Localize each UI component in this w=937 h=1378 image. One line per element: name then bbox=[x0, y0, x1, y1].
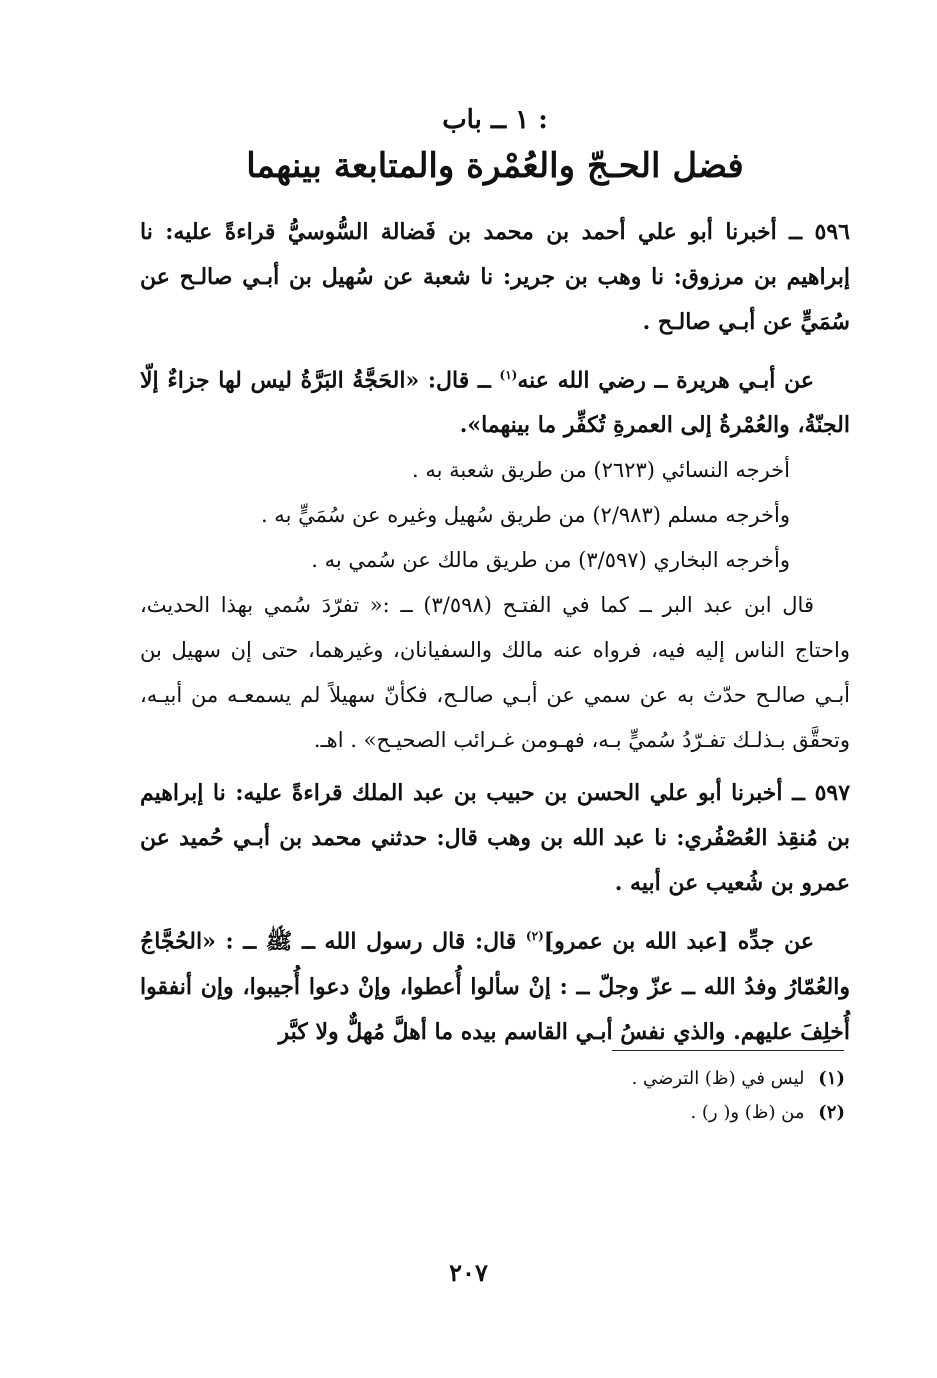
hadith-596-matn bbox=[140, 353, 850, 448]
takhrij-line: وأخرجه مسلم (٢/٩٨٣) من طريق سُهيل وغيره عن سُمَيٍّ به . bbox=[260, 503, 790, 528]
page-number: ٢٠٧ bbox=[449, 1258, 488, 1287]
hadith-596-matn-end: ــ قال: «الحَجَّةُ البَرَّةُ ليس لها جزاءٌ إلّا الجنّةُ، والعُمْرةُ إلى العمرةِ تُكفِّر ما بينهما». bbox=[140, 367, 850, 439]
hadith-597-isnad bbox=[140, 771, 850, 906]
footnote-divider bbox=[612, 1050, 844, 1051]
hadith-597-matn-end: قال: قال رسول الله ــ ﷺ ــ : «الحُجَّاجُ والعُمّارُ وفدُ الله ــ عزّ وجلّ ــ : إنْ سألوا أُعطوا، وإنْ دعوا أُجيبوا، وإن أنفقوا أُخلِفَ عليهم. والذي نفسُ أبـي القاسم بيده ما أهلَّ مُهلٌّ ولا كبَّر bbox=[140, 928, 850, 1045]
takhrij-line: وأخرجه البخاري (٣/٥٩٧) من طريق مالك عن سُمي به . bbox=[311, 548, 790, 573]
footnote-text: من (ظ) و( ر) . bbox=[690, 1102, 805, 1123]
chapter-label: ١ ــ باب : bbox=[442, 105, 548, 135]
ibn-abd-al-barr-comment: قال ابن عبد البر ــ كما في الفتـح (٣/٥٩٨) ــ :« تفرّدَ سُمي بهذا الحديث، واحتاج الناس إليه فيه، فرواه عنه مالك والسفيانان، وغيرهما، حتى إن سهيل بن أبـي صالـح حدّث به عن سمي عن أبـي صالـح، فكأنّ سهيلاً لم يسمعـه من أبيـه، وتحقَّق بـذلـك تفـرّدُ سُميٍّ بـه، فهـومن غـرائب الصحيـح» . اهـ. bbox=[140, 593, 850, 753]
footnotes bbox=[345, 1062, 845, 1130]
hadith-596-isnad-text: أخبرنا أبو علي أحمد بن محمد بن فَضالة السُّوسيُّ قراءةً عليه: نا إبراهيم بن مرزوق: نا وهب بن جرير: نا شعبة عن سُهيل بن أبـي صالـح عن سُمَيٍّ عن أبـي صالـح . bbox=[140, 219, 850, 335]
hadith-597-matn bbox=[140, 914, 850, 1054]
hadith-597-number: ٥٩٧ ــ bbox=[792, 780, 851, 807]
footnote-text: ليس في (ظ) الترضي . bbox=[631, 1068, 805, 1089]
footnote-2 bbox=[345, 1096, 845, 1130]
takhrij-line: أخرجه النسائي (٢٦٢٣) من طريق شعبة به . bbox=[412, 458, 790, 483]
footnote-ref-1[interactable]: (١) bbox=[499, 368, 518, 382]
footnote-ref-2[interactable]: (٢) bbox=[525, 929, 544, 944]
hadith-597-isnad-text: أخبرنا أبو علي الحسن بن حبيب بن عبد الملك قراءةً عليه: نا إبراهيم بن مُنقِذ العُصْفُري: نا عبد الله بن وهب قال: حدثني محمد بن أبـي حُميد عن عمرو بن شُعيب عن أبيه . bbox=[140, 780, 850, 897]
chapter-title: فضل الحـجّ والعُمْرة والمتابعة بينهما bbox=[246, 146, 744, 186]
footnote-number: (٢) bbox=[818, 1102, 845, 1123]
hadith-597-matn-start: عن جدِّه [عبد الله بن عمرو] bbox=[543, 928, 814, 955]
hadith-596-matn-start: عن أبـي هريرة ــ رضي الله عنه bbox=[517, 367, 814, 394]
footnote-1 bbox=[345, 1062, 845, 1096]
footnote-number: (١) bbox=[818, 1068, 845, 1089]
hadith-596-number: ٥٩٦ ــ bbox=[789, 219, 850, 245]
page-body bbox=[140, 100, 850, 1340]
hadith-596-isnad bbox=[140, 210, 850, 345]
